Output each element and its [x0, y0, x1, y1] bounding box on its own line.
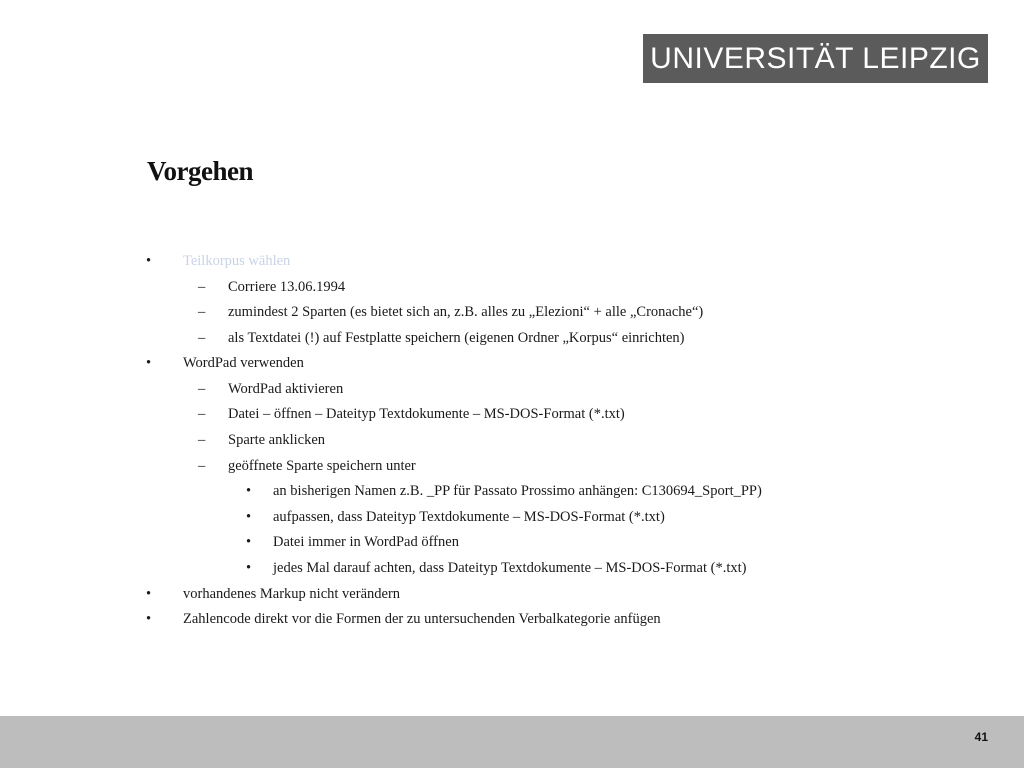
list-item: Corriere 13.06.1994 — [228, 279, 346, 295]
dash-marker: – — [198, 304, 206, 320]
bullet-marker: • — [146, 611, 152, 627]
list-item: Sparte anklicken — [228, 432, 326, 448]
list-item: zumindest 2 Sparten (es bietet sich an, z.B. alles zu „Elezioni“ + alle „Cronache“) — [228, 304, 704, 320]
bullet-marker: • — [146, 253, 152, 269]
list-item: Datei – öffnen – Dateityp Textdokumente – MS-DOS-Format (*.txt) — [228, 406, 625, 422]
list-item: Teilkorpus wählen — [183, 253, 291, 269]
list-item: jedes Mal darauf achten, dass Dateityp Textdokumente – MS-DOS-Format (*.txt) — [273, 560, 747, 576]
bullet-marker: • — [246, 560, 252, 576]
list-item: als Textdatei (!) auf Festplatte speichern (eigenen Ordner „Korpus“ einrichten) — [228, 330, 685, 346]
list-item: WordPad verwenden — [183, 355, 304, 371]
slide-title: Vorgehen — [147, 156, 254, 186]
dash-marker: – — [198, 279, 206, 295]
dash-marker: – — [198, 330, 206, 346]
list-item: geöffnete Sparte speichern unter — [228, 458, 416, 474]
dash-marker: – — [198, 458, 206, 474]
list-item: vorhandenes Markup nicht verändern — [183, 586, 401, 602]
bullet-marker: • — [246, 483, 252, 499]
list-item: Datei immer in WordPad öffnen — [273, 534, 459, 550]
bullet-marker: • — [246, 509, 252, 525]
dash-marker: – — [198, 432, 206, 448]
bullet-marker: • — [146, 355, 152, 371]
list-item: WordPad aktivieren — [228, 381, 344, 397]
footer-bar — [0, 716, 1024, 768]
list-item: an bisherigen Namen z.B. _PP für Passato Prossimo anhängen: C130694_Sport_PP) — [273, 483, 762, 499]
bullet-marker: • — [146, 586, 152, 602]
bullet-marker: • — [246, 534, 252, 550]
dash-marker: – — [198, 381, 206, 397]
dash-marker: – — [198, 406, 206, 422]
list-item: aufpassen, dass Dateityp Textdokumente – MS-DOS-Format (*.txt) — [273, 509, 665, 525]
list-item: Zahlencode direkt vor die Formen der zu untersuchenden Verbalkategorie anfügen — [183, 611, 661, 627]
page-number: 41 — [974, 730, 988, 744]
university-logo — [643, 34, 988, 83]
logo-text: UNIVERSITÄT LEIPZIG — [650, 41, 981, 75]
